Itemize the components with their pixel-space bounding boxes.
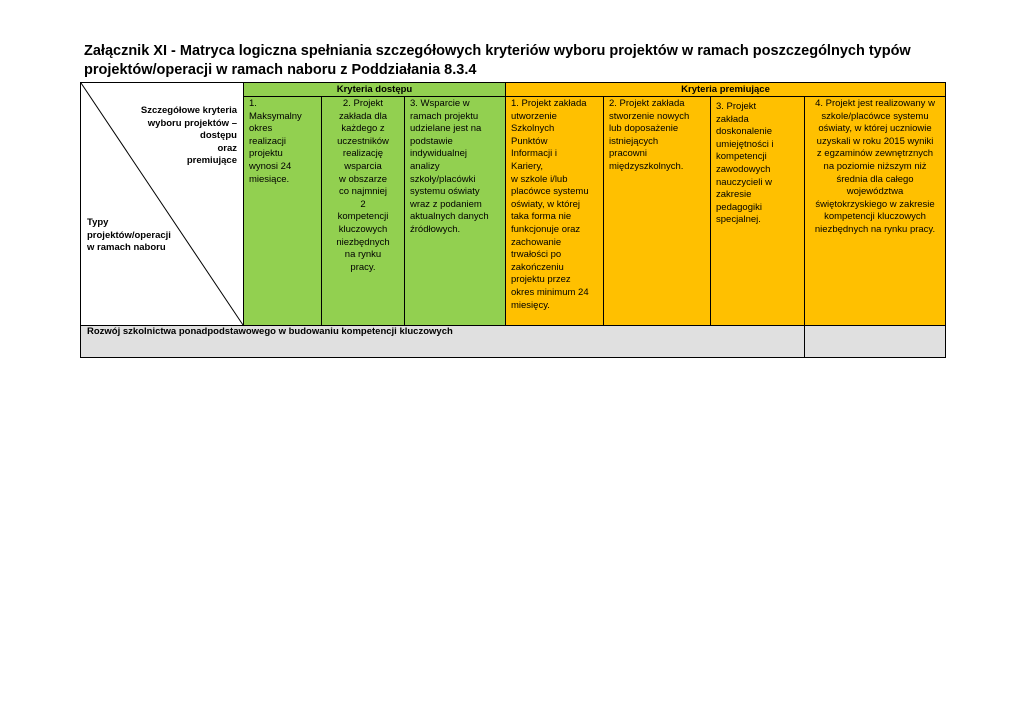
corner-top-line: premiujące	[186, 155, 237, 167]
corner-criteria-label	[141, 105, 237, 168]
corner-top-line: dostępu	[200, 130, 237, 142]
access-criterion-text: 1. Maksymalny okres realizacji projektu wynosi 24 miesiące.	[249, 98, 302, 185]
premium-criterion-4	[805, 97, 946, 326]
premium-criterion-text: 1. Projekt zakłada utworzenie Szkolnych Punktów Informacji i Kariery, w szkole i/lub placówce systemu oświaty, w której taka forma nie funkcjonuje oraz zachowanie trwałości po zakończeniu projektu przez okres minimum 24 miesięcy.	[511, 98, 589, 311]
access-criterion-2	[322, 97, 405, 326]
corner-bottom-line: projektów/operacji	[87, 229, 171, 241]
premium-criterion-text: 4. Projekt jest realizowany w szkole/placówce systemu oświaty, w której uczniowie uzyskali w roku 2015 wyniki z egzaminów zewnętrznych na poziomie niższym niż średnia dla całego województwa świętokrzyskiego w zakresie kompetencji kluczowych niezbędnych na rynku pracy.	[814, 98, 936, 235]
criteria-matrix-table	[80, 82, 946, 358]
corner-types-label	[87, 217, 171, 255]
corner-top-line: wyboru projektów –	[147, 117, 237, 129]
access-criterion-text: 3. Wsparcie w ramach projektu udzielane jest na podstawie indywidualnej analizy szkoły/placówki systemu oświaty wraz z podaniem aktualnych danych źródłowych.	[410, 98, 489, 235]
access-criterion-text: 2. Projekt zakłada dla każdego z uczestników realizację wsparcia w obszarze co najmniej 2 kompetencji kluczowych niezbędnych na rynku pracy.	[336, 98, 390, 273]
premium-criterion-2	[604, 97, 711, 326]
access-criterion-3	[405, 97, 506, 326]
premium-criteria-header: Kryteria premiujące	[506, 83, 946, 97]
corner-top-line: Szczegółowe kryteria	[140, 105, 237, 116]
document-title	[84, 42, 964, 80]
project-type-row-empty-cell	[805, 326, 946, 358]
project-type-row-label: Rozwój szkolnictwa ponadpodstawowego w budowaniu kompetencji kluczowych	[81, 326, 805, 358]
premium-criterion-text: 3. Projekt zakłada doskonalenie umiejętności i kompetencji zawodowych nauczycieli w zakresie pedagogiki specjalnej.	[716, 101, 774, 226]
corner-bottom-line: w ramach naboru	[87, 242, 166, 254]
title-line-2: projektów/operacji w ramach naboru z Poddziałania 8.3.4	[84, 62, 477, 78]
access-criteria-header: Kryteria dostępu	[244, 83, 506, 97]
corner-header-cell	[81, 83, 244, 326]
corner-bottom-line: Typy	[87, 217, 109, 228]
corner-top-line: oraz	[217, 142, 237, 154]
premium-criterion-3	[711, 97, 805, 326]
access-criterion-1	[244, 97, 322, 326]
premium-criterion-1	[506, 97, 604, 326]
premium-criterion-text: 2. Projekt zakłada stworzenie nowych lub doposażenie istniejących pracowni międzyszkolnych.	[609, 98, 690, 172]
title-line-1: Załącznik XI - Matryca logiczna spełniania szczegółowych kryteriów wyboru projektów w ramach poszczególnych typów	[84, 43, 911, 59]
